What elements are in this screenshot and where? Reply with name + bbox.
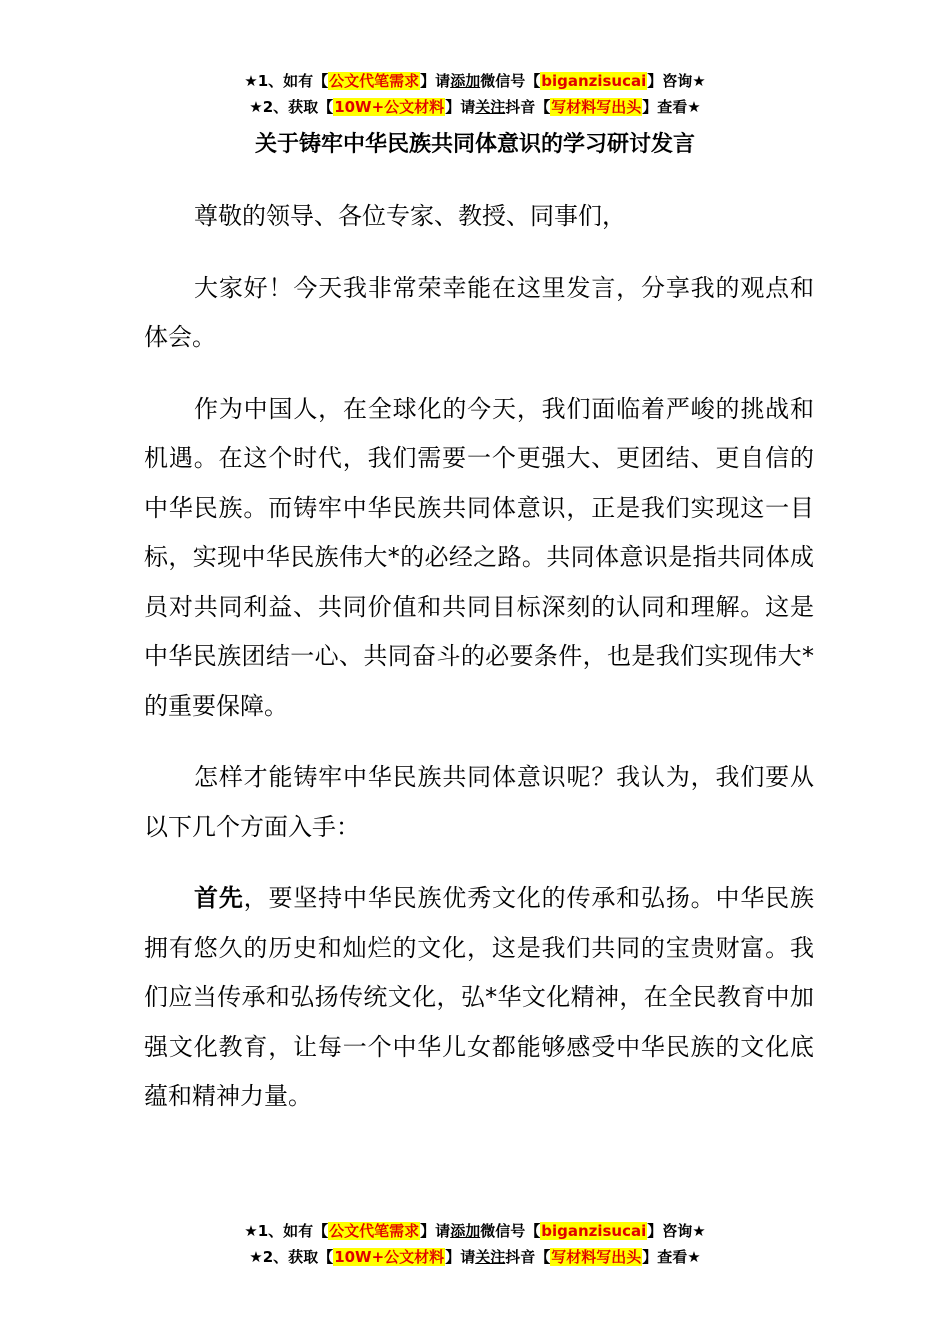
ad-highlight: 公文代笔需求 [329, 1222, 420, 1240]
paragraph-1: 大家好！今天我非常荣幸能在这里发言，分享我的观点和体会。 [144, 273, 814, 351]
ad-underline: 添加 [450, 1222, 481, 1240]
ad-text: 】查看★ [642, 98, 701, 116]
ad-highlight: 公文代笔需求 [329, 72, 420, 90]
header-ad [0, 68, 950, 120]
ad-text: 】查看★ [642, 1248, 701, 1266]
ad-underline: 关注 [475, 1248, 506, 1266]
ad-highlight: biganzisucai [541, 72, 647, 90]
paragraph-3: 怎样才能铸牢中华民族共同体意识呢？我认为，我们要从以下几个方面入手： [144, 763, 814, 841]
ad-highlight: 写材料写出头 [551, 98, 642, 116]
ad-text: ★2、获取【 [249, 1248, 334, 1266]
ad-text: 微信号【 [480, 72, 541, 90]
ad-line-1 [0, 1218, 950, 1244]
ad-line-2 [0, 94, 950, 120]
ad-underline: 添加 [450, 72, 481, 90]
ad-text: 抖音【 [505, 98, 551, 116]
ad-text: 】咨询★ [647, 1222, 706, 1240]
document-body [144, 192, 814, 1144]
ad-text: ★2、获取【 [249, 98, 334, 116]
ad-text: 】请 [445, 98, 476, 116]
ad-text: 抖音【 [505, 1248, 551, 1266]
ad-text: 】请 [420, 1222, 451, 1240]
ad-text: 】请 [420, 72, 451, 90]
ad-underline: 关注 [475, 98, 506, 116]
ad-text: 】咨询★ [647, 72, 706, 90]
paragraph-4-lead: 首先 [194, 884, 244, 912]
greeting-paragraph: 尊敬的领导、各位专家、教授、同事们， [194, 202, 626, 230]
ad-highlight: biganzisucai [541, 1222, 647, 1240]
ad-highlight: 10W+公文材料 [334, 98, 445, 116]
ad-line-2 [0, 1244, 950, 1270]
ad-text: ★1、如有【 [244, 72, 329, 90]
ad-line-1 [0, 68, 950, 94]
paragraph-2: 作为中国人，在全球化的今天，我们面临着严峻的挑战和机遇。在这个时代，我们需要一个更强大、更团结、更自信的中华民族。而铸牢中华民族共同体意识，正是我们实现这一目标，实现中华民族伟大*的必经之路。共同体意识是指共同体成员对共同利益、共同价值和共同目标深刻的认同和理解。这是中华民族团结一心、共同奋斗的必要条件，也是我们实现伟大*的重要保障。 [144, 394, 814, 720]
document-title: 关于铸牢中华民族共同体意识的学习研讨发言 [254, 132, 695, 157]
ad-text: ★1、如有【 [244, 1222, 329, 1240]
footer-ad [0, 1218, 950, 1270]
ad-highlight: 10W+公文材料 [334, 1248, 445, 1266]
paragraph-4-text: ，要坚持中华民族优秀文化的传承和弘扬。中华民族拥有悠久的历史和灿烂的文化，这是我们共同的宝贵财富。我们应当传承和弘扬传统文化，弘*华文化精神，在全民教育中加强文化教育，让每一个中华儿女都能够感受中华民族的文化底蕴和精神力量。 [144, 884, 815, 1110]
ad-text: 微信号【 [480, 1222, 541, 1240]
ad-highlight: 写材料写出头 [551, 1248, 642, 1266]
paragraph-4 [144, 874, 814, 1122]
ad-text: 】请 [445, 1248, 476, 1266]
